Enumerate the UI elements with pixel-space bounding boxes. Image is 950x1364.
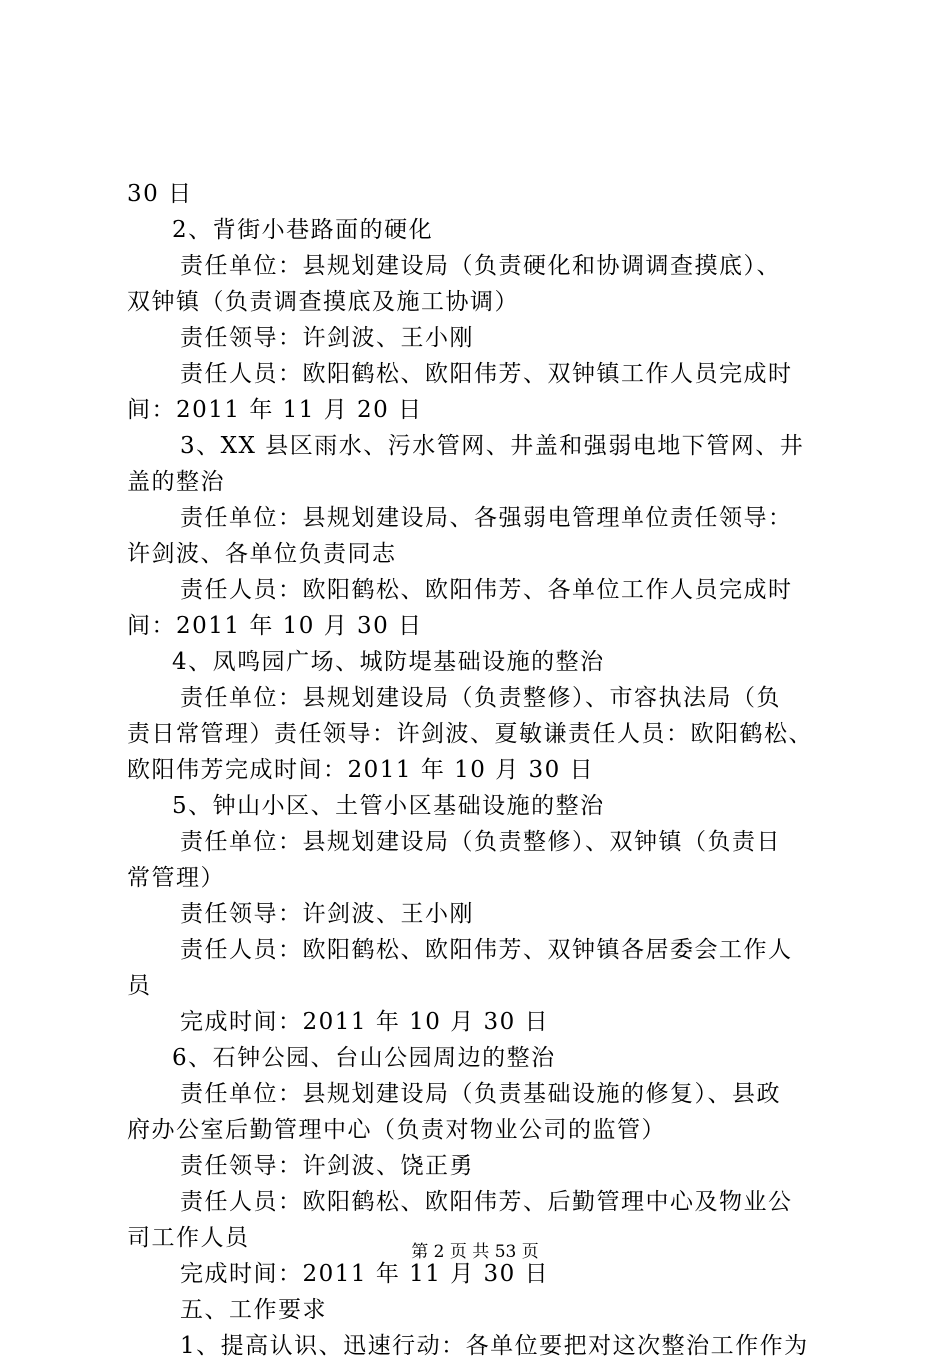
text-line: 5、钟山小区、土管小区基础设施的整治 xyxy=(172,793,605,819)
text-line: 1、提高认识、迅速行动：各单位要把对这次整治工作作为 xyxy=(180,1333,809,1359)
document-body xyxy=(127,176,833,1364)
text-line: 3、XX 县区雨水、污水管网、井盖和强弱电地下管网、井 xyxy=(180,433,805,459)
text-line: 司工作人员 xyxy=(127,1225,250,1251)
text-line: 欧阳伟芳完成时间：2011 年 10 月 30 日 xyxy=(127,757,595,783)
text-line: 双钟镇（负责调查摸底及施工协调） xyxy=(127,289,519,315)
page-footer: 第 2 页 共 53 页 xyxy=(411,1242,539,1262)
text-line: 完成时间：2011 年 10 月 30 日 xyxy=(180,1009,550,1035)
text-line: 责任人员：欧阳鹤松、欧阳伟芳、后勤管理中心及物业公 xyxy=(180,1189,793,1215)
text-line: 员 xyxy=(127,973,152,999)
text-line: 6、石钟公园、台山公园周边的整治 xyxy=(172,1045,556,1071)
text-line: 4、凤鸣园广场、城防堤基础设施的整治 xyxy=(172,649,605,675)
text-line: 完成时间：2011 年 11 月 30 日 xyxy=(180,1261,550,1287)
text-line: 责任单位：县规划建设局（负责硬化和协调调查摸底）、 xyxy=(180,253,781,279)
text-line: 间：2011 年 11 月 20 日 xyxy=(127,397,423,423)
text-line: 常管理） xyxy=(127,865,225,891)
text-line: 责任单位：县规划建设局（负责整修）、市容执法局（负 xyxy=(180,685,781,711)
text-line: 许剑波、各单位负责同志 xyxy=(127,541,397,567)
text-line: 责日常管理）责任领导：许剑波、夏敏谦责任人员：欧阳鹤松、 xyxy=(127,721,813,747)
text-line: 责任人员：欧阳鹤松、欧阳伟芳、各单位工作人员完成时 xyxy=(180,577,793,603)
text-line: 责任单位：县规划建设局（负责整修）、双钟镇（负责日 xyxy=(180,829,781,855)
text-line: 30 日 xyxy=(127,181,193,207)
text-line: 责任人员：欧阳鹤松、欧阳伟芳、双钟镇各居委会工作人 xyxy=(180,937,793,963)
text-line: 府办公室后勤管理中心（负责对物业公司的监管） xyxy=(127,1117,666,1143)
text-line: 责任领导：许剑波、饶正勇 xyxy=(180,1153,474,1179)
text-line: 责任领导：许剑波、王小刚 xyxy=(180,325,474,351)
text-line: 间：2011 年 10 月 30 日 xyxy=(127,613,423,639)
text-line: 责任单位：县规划建设局、各强弱电管理单位责任领导： xyxy=(180,505,793,531)
text-line: 2、背街小巷路面的硬化 xyxy=(172,217,434,243)
text-line: 责任单位：县规划建设局（负责基础设施的修复）、县政 xyxy=(180,1081,781,1107)
text-line: 责任人员：欧阳鹤松、欧阳伟芳、双钟镇工作人员完成时 xyxy=(180,361,793,387)
text-line: 五、工作要求 xyxy=(180,1297,327,1323)
text-line: 责任领导：许剑波、王小刚 xyxy=(180,901,474,927)
text-line: 盖的整治 xyxy=(127,469,225,495)
